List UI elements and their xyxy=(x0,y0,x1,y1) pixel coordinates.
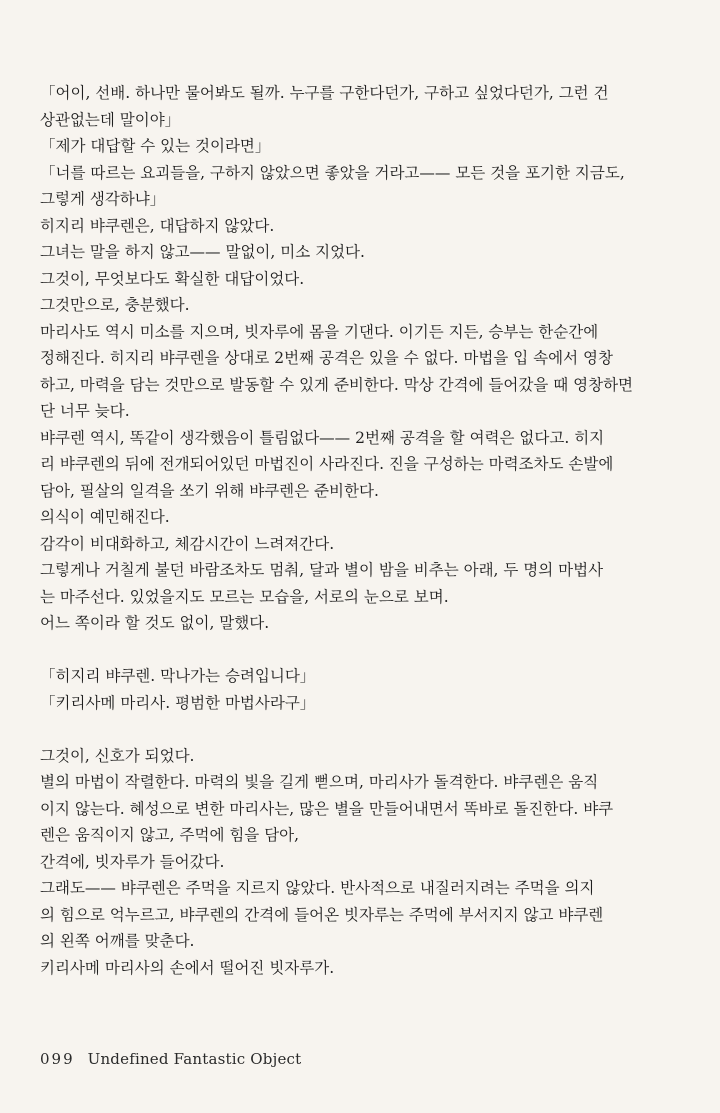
text-line: 그렇게 생각하냐」 xyxy=(40,190,166,208)
text-line: 의 힘으로 억누르고, 뱌쿠렌의 간격에 들어온 빗자루는 주먹에 부서지지 않고 뱌쿠렌 xyxy=(40,905,604,924)
text-line: 뱌쿠렌 역시, 똑같이 생각했음이 틀림없다—— 2번째 공격을 할 여력은 없다고. 히지 xyxy=(40,428,605,447)
text-line: 렌은 움직이지 않고, 주먹에 힘을 담아, xyxy=(40,826,300,844)
blank-line xyxy=(40,716,680,743)
text-line: 히지리 뱌쿠렌은, 대답하지 않았다. xyxy=(40,216,275,235)
text-line: 마리사도 역시 미소를 지으며, 빗자루에 몸을 기댄다. 이기든 지든, 승부는 한순간에 xyxy=(40,322,599,341)
text-line: 「히지리 뱌쿠렌. 막나가는 승려입니다」 xyxy=(40,667,316,685)
text-line: 의 왼쪽 어깨를 맞춘다. xyxy=(40,932,195,950)
blank-line xyxy=(40,637,680,664)
book-title: Undefined Fantastic Object xyxy=(87,1050,302,1068)
text-line: 상관없는데 말이야」 xyxy=(40,110,181,129)
text-line: 담아, 필살의 일격을 쏘기 위해 뱌쿠렌은 준비한다. xyxy=(40,481,379,500)
text-line: 이지 않는다. 혜성으로 변한 마리사는, 많은 별을 만들어내면서 똑바로 돌진한다. 뱌쿠 xyxy=(40,799,614,818)
text-line: 감각이 비대화하고, 체감시간이 느려져간다. xyxy=(40,534,335,553)
text-line: 그것이, 무엇보다도 확실한 대답이었다. xyxy=(40,269,305,288)
text-line: 그렇게나 거칠게 불던 바람조차도 멈춰, 달과 별이 밤을 비추는 아래, 두 명의 마법사 xyxy=(40,561,604,579)
text-line: 그것만으로, 충분했다. xyxy=(40,296,190,314)
text-line: 는 마주선다. 있었을지도 모르는 모습을, 서로의 눈으로 보며. xyxy=(40,587,449,606)
text-line: 어느 쪽이라 할 것도 없이, 말했다. xyxy=(40,614,270,632)
text-line: 단 너무 늦다. xyxy=(40,402,130,420)
text-line: 키리사메 마리사의 손에서 떨어진 빗자루가. xyxy=(40,958,335,977)
text-line: 하고, 마력을 담는 것만으로 발동할 수 있게 준비한다. 막상 간격에 들어갔을 때 영창하면 xyxy=(40,375,634,394)
page-footer xyxy=(40,1050,301,1068)
text-line: 별의 마법이 작렬한다. 마력의 빛을 길게 뻗으며, 마리사가 돌격한다. 뱌쿠렌은 움직 xyxy=(40,773,599,791)
text-line: 그래도—— 뱌쿠렌은 주먹을 지르지 않았다. 반사적으로 내질러지려는 주먹을 의지 xyxy=(40,879,595,897)
text-line: 「제가 대답할 수 있는 것이라면」 xyxy=(40,137,271,155)
body-text xyxy=(40,80,680,981)
text-line: 「어이, 선배. 하나만 물어봐도 될까. 누구를 구한다던가, 구하고 싶었다던가, 그런 건 xyxy=(40,84,609,102)
page-number: 099 xyxy=(40,1050,75,1068)
text-line: 정해진다. 히지리 뱌쿠렌을 상대로 2번째 공격은 있을 수 없다. 마법을 입 속에서 영창 xyxy=(40,349,613,367)
text-line: 「키리사메 마리사. 평범한 마법사라구」 xyxy=(40,693,316,712)
text-line: 그것이, 신호가 되었다. xyxy=(40,746,195,765)
text-line: 「너를 따르는 요괴들을, 구하지 않았으면 좋았을 거라고—— 모든 것을 포기한 지금도, xyxy=(40,163,625,182)
text-line: 간격에, 빗자루가 들어갔다. xyxy=(40,852,225,871)
text-line: 그녀는 말을 하지 않고—— 말없이, 미소 지었다. xyxy=(40,243,365,261)
text-line: 리 뱌쿠렌의 뒤에 전개되어있던 마법진이 사라진다. 진을 구성하는 마력조차도 손발에 xyxy=(40,455,614,473)
text-line: 의식이 예민해진다. xyxy=(40,508,170,526)
